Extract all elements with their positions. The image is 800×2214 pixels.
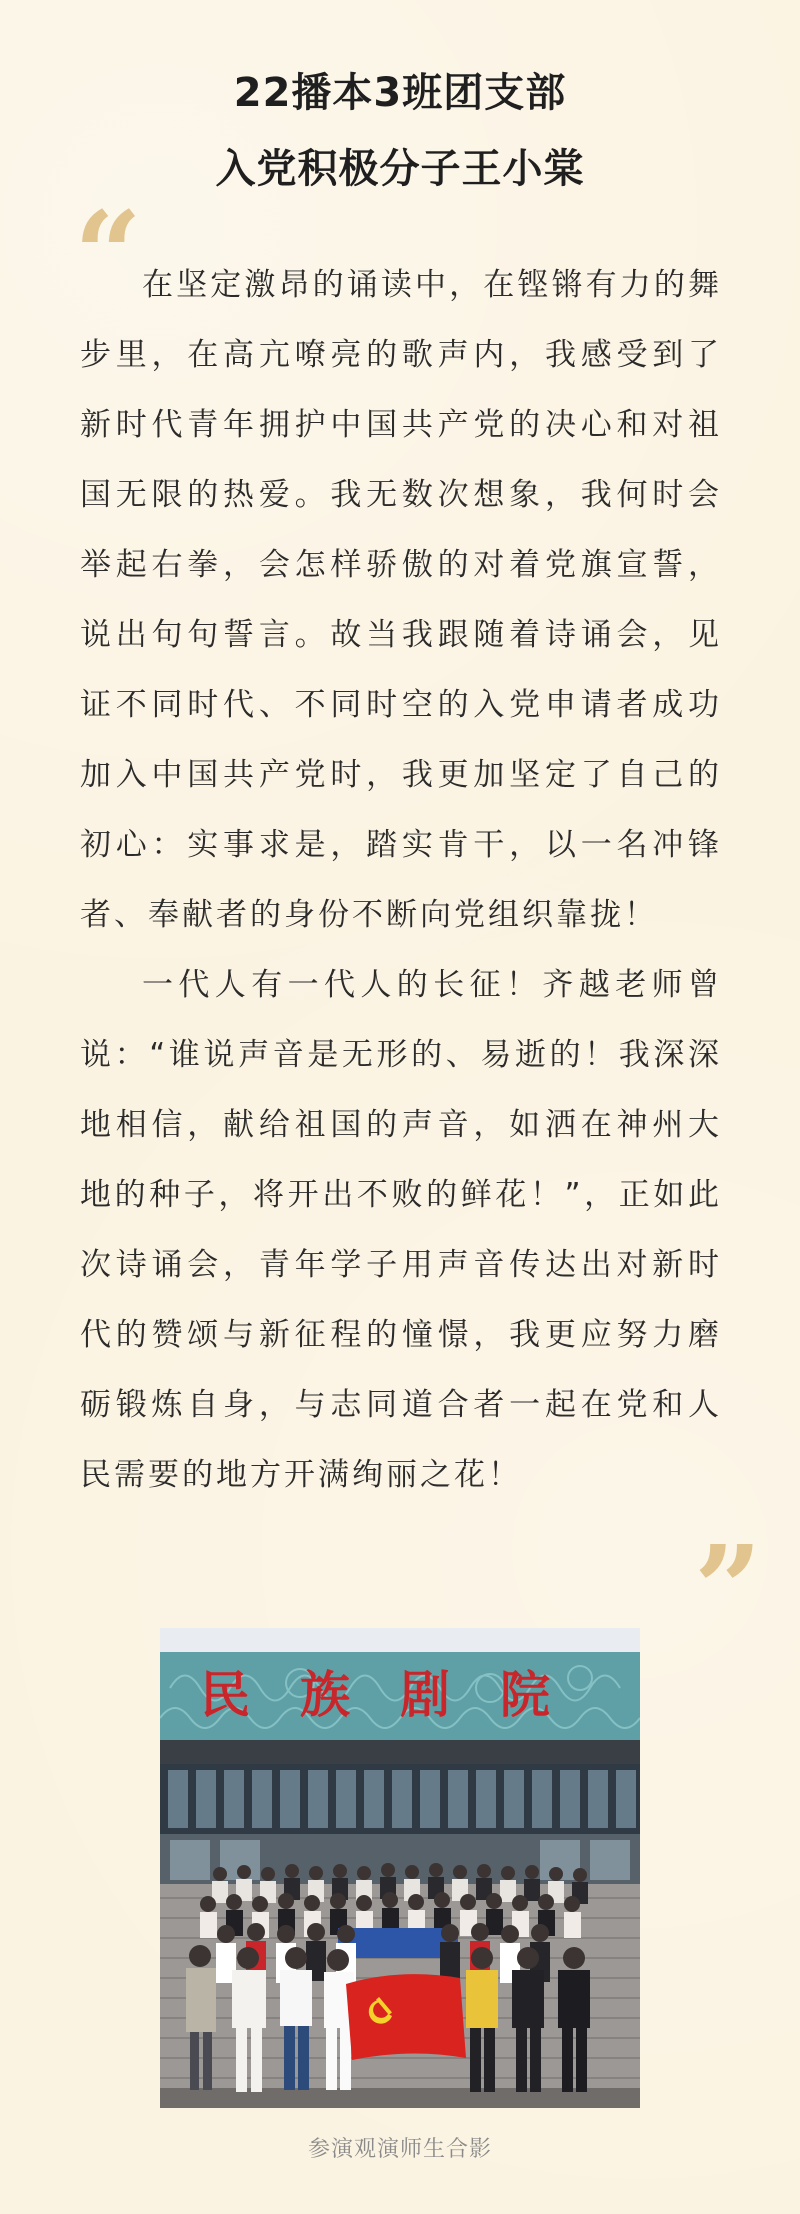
close-quote-icon: ”	[694, 1519, 762, 1658]
title-line-2: 入党积极分子王小棠	[215, 146, 585, 192]
party-flag	[346, 1974, 466, 2060]
article-body	[80, 250, 722, 1510]
theater-sign: 民族剧院	[200, 1665, 600, 1724]
group-photo	[160, 1628, 640, 2108]
title-line-1: 22播本3班团支部	[233, 70, 567, 116]
group-photo-illustration	[160, 1628, 640, 2108]
paragraph-2: 一代人有一代人的长征！齐越老师曾说：“谁说声音是无形的、易逝的！我深深地相信，献给祖国的声音，如洒在神州大地的种子，将开出不败的鲜花！”，正如此次诗诵会，青年学子用声音传达出对新时代的赞颂与新征程的憧憬，我更应努力磨砺锻炼自身，与志同道合者一起在党和人民需要的地方开满绚丽之花！	[80, 967, 722, 1493]
paragraph-1: 在坚定激昂的诵读中，在铿锵有力的舞步里，在高亢嘹亮的歌声内，我感受到了新时代青年拥护中国共产党的决心和对祖国无限的热爱。我无数次想象，我何时会举起右拳，会怎样骄傲的对着党旗宣誓，说出句句誓言。故当我跟随着诗诵会，见证不同时代、不同时空的入党申请者成功加入中国共产党时，我更加坚定了自己的初心：实事求是，踏实肯干，以一名冲锋者、奉献者的身份不断向党组织靠拢！	[80, 267, 722, 933]
photo-caption: 参演观演师生合影	[307, 2137, 492, 2162]
open-quote-icon: “	[74, 185, 142, 324]
